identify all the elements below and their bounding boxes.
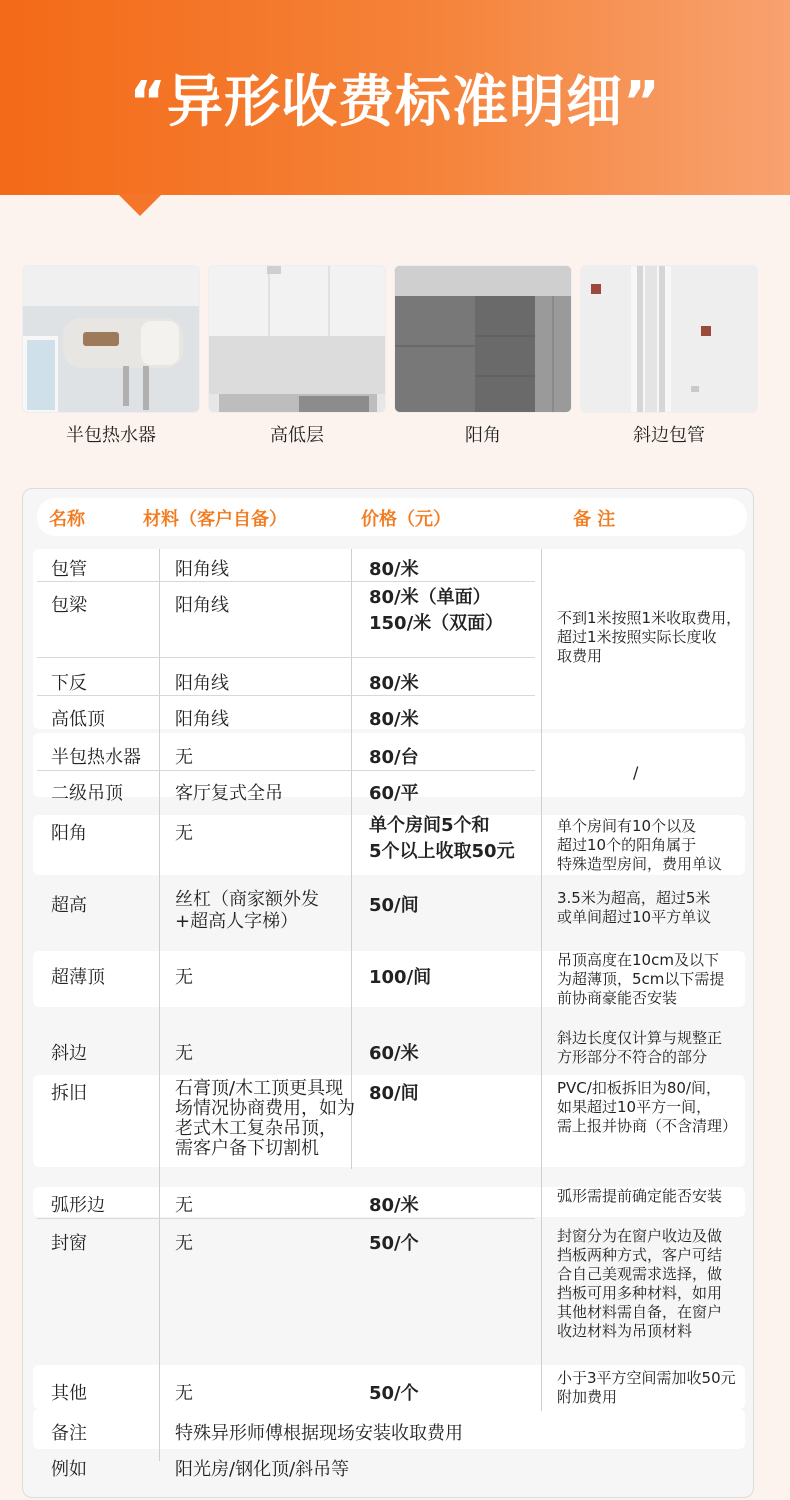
row-material: 无	[175, 967, 193, 988]
row-name: 备注	[51, 1423, 87, 1444]
row-material: 特殊异形师傅根据现场安装收取费用	[175, 1423, 463, 1444]
row-name: 其他	[51, 1383, 87, 1404]
column-divider	[351, 549, 352, 1169]
merged-note-slash: /	[633, 763, 639, 782]
row-note: 单个房间有10个以及 超过10个的阳角属于 特殊造型房间，费用单议	[557, 817, 723, 873]
row-material: 无	[175, 1383, 193, 1404]
ceiling-level-photo	[208, 265, 386, 413]
row-material: 丝杠（商家额外发 +超高人字梯）	[175, 889, 319, 932]
row-name: 阳角	[51, 823, 87, 844]
merged-note-lengths: 不到1米按照1米收取费用， 超过1米按照实际长度收 取费用	[557, 609, 742, 665]
row-material: 阳角线	[175, 673, 229, 694]
row-price: 80/米	[369, 1195, 419, 1216]
header-price: 价格（元）	[361, 509, 451, 530]
page-title: “异形收费标准明细”	[129, 70, 661, 135]
row-name: 弧形边	[51, 1195, 105, 1216]
row-material: 石膏顶/木工顶更具现 场情况协商费用，如为 老式木工复杂吊顶， 需客户备下切割机	[175, 1078, 355, 1159]
header-name: 名称	[49, 509, 85, 530]
row-note: 吊顶高度在10cm及以下 为超薄顶，5cm以下需提 前协商豪能否安装	[557, 951, 725, 1007]
row-price: 80/间	[369, 1083, 419, 1104]
header-material: 材料（客户自备）	[143, 509, 287, 530]
row-price: 50/个	[369, 1233, 419, 1254]
row-material: 阳光房/钢化顶/斜吊等	[175, 1459, 350, 1480]
row-note: 弧形需提前确定能否安装	[557, 1187, 723, 1205]
row-price: 80/台	[369, 747, 419, 768]
row-price: 单个房间5个和 5个以上收取50元	[369, 815, 515, 862]
row-name: 超薄顶	[51, 967, 105, 988]
row-price: 60/平	[369, 783, 419, 804]
row-name: 超高	[51, 895, 87, 916]
row-price: 80/米	[369, 559, 419, 580]
row-price: 80/米	[369, 673, 419, 694]
row-name: 包管	[51, 559, 87, 580]
row-material: 无	[175, 823, 193, 844]
row-material: 无	[175, 1233, 193, 1254]
column-divider	[159, 549, 160, 1461]
row-price: 60/米	[369, 1043, 419, 1064]
row-note: PVC/扣板拆旧为80/间， 如果超过10平方一间， 需上报并协商（不含清理）	[557, 1079, 738, 1135]
row-note: 3.5米为超高，超过5米 或单间超过10平方单议	[557, 889, 712, 926]
row-divider	[37, 695, 535, 696]
row-name: 例如	[51, 1459, 87, 1480]
row-note: 封窗分为在窗户收边及做 挡板两种方式，客户可结 合自己美观需求选择，做 挡板可用多种材料，如用 其他材料需自备，在窗户 收边材料为吊顶材料	[557, 1227, 723, 1340]
row-name: 二级吊顶	[51, 783, 123, 804]
external-corner-photo	[394, 265, 572, 413]
row-material: 无	[175, 1043, 193, 1064]
row-price: 50/个	[369, 1383, 419, 1404]
row-material: 阳角线	[175, 595, 229, 616]
row-divider	[37, 770, 535, 771]
table-header	[37, 498, 747, 536]
photo-caption: 半包热水器	[66, 425, 156, 446]
row-material: 客厅复式全吊	[175, 783, 283, 804]
row-name: 半包热水器	[51, 747, 141, 768]
row-name: 拆旧	[51, 1083, 87, 1104]
row-divider	[37, 1218, 535, 1219]
header-note: 备 注	[573, 509, 616, 530]
row-note: 小于3平方空间需加收50元 附加费用	[557, 1369, 736, 1406]
row-name: 高低顶	[51, 709, 105, 730]
row-name: 封窗	[51, 1233, 87, 1254]
row-price: 80/米	[369, 709, 419, 730]
row-price: 50/间	[369, 895, 419, 916]
photo-gallery	[22, 265, 758, 455]
photo-caption: 斜边包管	[633, 425, 705, 446]
banner-pointer	[118, 194, 162, 216]
row-price: 80/米（单面） 150/米（双面）	[369, 587, 504, 634]
row-material: 阳角线	[175, 559, 229, 580]
row-divider	[37, 657, 535, 658]
row-material: 无	[175, 747, 193, 768]
row-material: 无	[175, 1195, 193, 1216]
column-divider	[541, 549, 542, 1411]
row-divider	[37, 581, 535, 582]
water-heater-photo	[22, 265, 200, 413]
row-note: 斜边长度仅计算与规整正 方形部分不符合的部分	[557, 1029, 723, 1066]
row-price: 100/间	[369, 967, 432, 988]
pipe-wrap-photo	[580, 265, 758, 413]
row-name: 斜边	[51, 1043, 87, 1064]
row-name: 下反	[51, 673, 87, 694]
fee-table	[22, 488, 754, 1498]
photo-caption: 高低层	[270, 425, 324, 446]
row-material: 阳角线	[175, 709, 229, 730]
row-name: 包梁	[51, 595, 87, 616]
photo-caption: 阳角	[465, 425, 501, 446]
